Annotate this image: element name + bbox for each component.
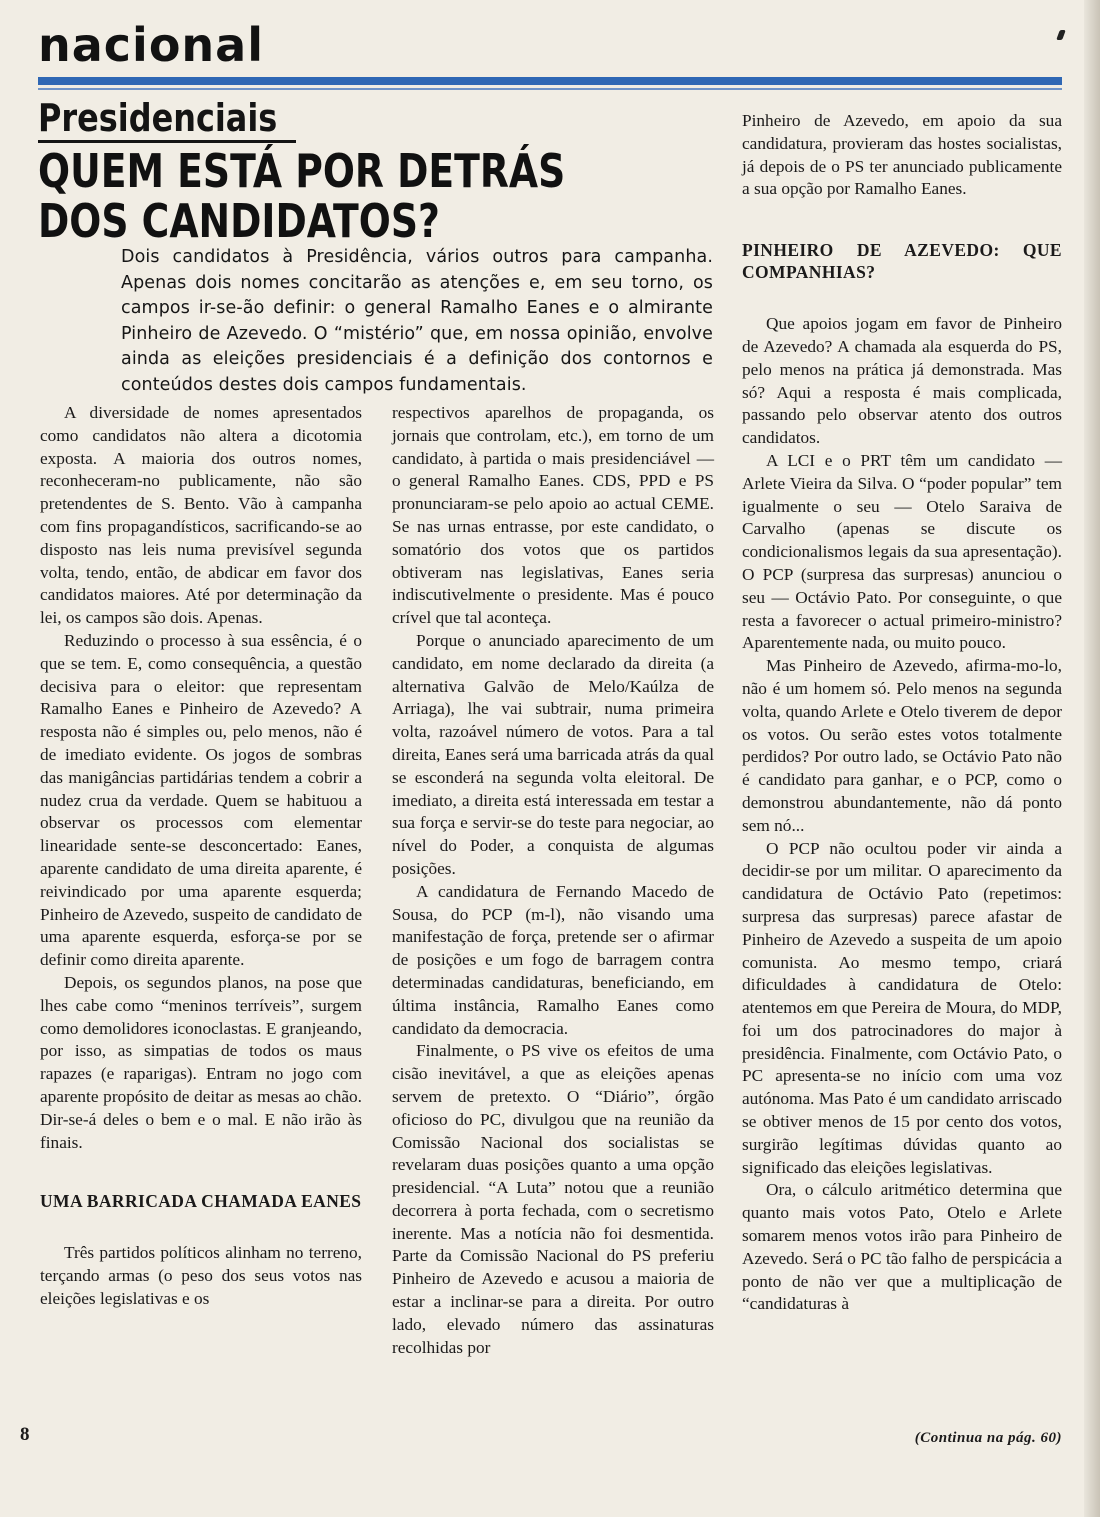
paragraph: Reduzindo o processo à sua essência, é o que se tem. E, como consequência, a questão decisiva para o eleitor: que representam Ramalho Eanes e Pinheiro de Azevedo? A resposta não é simples ou, pelo menos, não é de imediato evidente. Os jogos de sombras das manigâncias partidárias tendem a cobrir a nudez crua da verdade. Quem se habituou a observar os processos com elementar linearidade sente-se desconcertado: Eanes, aparente candidato de uma direita aparente, é reivindicado por uma aparente esquerda; Pinheiro de Azevedo, suspeito de candidato de uma aparente esquerda, esforça-se por se definir como direita aparente. — [40, 630, 363, 970]
section-rule — [38, 77, 1062, 85]
page-edge — [1084, 0, 1100, 1517]
section-label: nacional — [38, 18, 264, 72]
headline-line-2: DOS CANDIDATOS? — [38, 194, 440, 248]
paragraph: Três partidos políticos alinham no terreno, terçando armas (o peso dos seus votos nas eleições legislativas e os — [40, 1243, 362, 1308]
continued-note: (Continua na pág. 60) — [914, 1430, 1062, 1446]
headline-line-1: QUEM ESTÁ POR DETRÁS — [38, 144, 566, 198]
ink-mark — [1056, 30, 1066, 40]
article-column-1 — [40, 402, 362, 1311]
subheading: PINHEIRO DE AZEVEDO: QUE COMPANHIAS? — [742, 240, 1062, 283]
article-column-2 — [392, 402, 714, 1359]
kicker-underline — [38, 140, 296, 143]
paragraph: Mas Pinheiro de Azevedo, afirma-mo-lo, não é um homem só. Pelo menos na segunda volta, quando Arlete e Otelo tiverem de depor os votos. Ou serão estes votos totalmente perdidos? Por outro lado, se Octávio Pato não é candidato para ganhar, e o PCP, como o demonstrou abundantemente, não dá ponto sem nó... — [742, 656, 1062, 835]
paragraph: Ora, o cálculo aritmético determina que quanto mais votos Pato, Otelo e Arlete somarem menos votos irão para Pinheiro de Azevedo. Será o PC tão falho de perspicácia a ponto de não ver que a multiplicação de “candidaturas à — [742, 1180, 1062, 1314]
paragraph: Finalmente, o PS vive os efeitos de uma cisão inevitável, a que as eleições apenas servem de pretexto. O “Diário”, órgão oficioso do PC, divulgou que na reunião da Comissão Nacional dos socialistas se revelaram duas posições quanto a uma opção presidencial. “A Luta” notou que a reunião decorrera à porta fechada, com o secretismo inerente. Mas a notícia não foi desmentida. Parte da Comissão Nacional do PS preferiu Pinheiro de Azevedo e acusou a maioria de estar a inclinar-se para a direita. Por outro lado, elevado número das assinaturas recolhidas por — [392, 1041, 714, 1357]
article-column-3 — [742, 110, 1062, 1316]
kicker: Presidenciais — [38, 96, 278, 140]
paragraph: Porque o anunciado aparecimento de um candidato, em nome declarado da direita (a alternativa Galvão de Melo/Kaúlza de Arriaga), lhe vai subtrair, numa primeira volta, razoável número de votos. Para a tal direita, Eanes será uma barricada atrás da qual se esconderá na segunda volta eleitoral. De imediato, a direita está interessada em testar a sua força e servir-se do teste para negociar, ao nível do Poder, a conquista de algumas posições. — [392, 630, 714, 878]
page-number: 8 — [20, 1424, 30, 1445]
paragraph: Que apoios jogam em favor de Pinheiro de Azevedo? A chamada ala esquerda do PS, pelo menos na prática já demonstrada. Mas só? Aqui a resposta é mais complicada, passando pelo observar atento dos outros candidatos. — [742, 314, 1062, 448]
paragraph: Depois, os segundos planos, na pose que lhes cabe como “meninos terríveis”, surgem como demolidores iconoclastas. E granjeando, por isso, as simpatias de todos os maus rapazes (e raparigas). Entram no jogo com aparente propósito de deitar as mesas ao chão. Dir-se-á deles o bem e o mal. E não irão às finais. — [40, 972, 362, 1152]
subheading: UMA BARRICADA CHAMADA EANES — [40, 1191, 362, 1212]
section-rule-thin — [38, 88, 1062, 90]
paragraph: A LCI e o PRT têm um candidato — Arlete Vieira da Silva. O “poder popular” tem igualmente o seu — Otelo Saraiva de Carvalho (apenas se discute os condicionalismos legais da sua apresentação). O PCP (surpresa das surpresas) anunciou o seu — Octávio Pato. Por conseguinte, o que resta a favorecer o actual primeiro-ministro? Aparentemente nada, ou muito pouco. — [742, 450, 1062, 653]
lead-paragraph: Dois candidatos à Presidência, vários outros para campanha. Apenas dois nomes concitarão as atenções e, em seu torno, os campos ir-se-ão definir: o general Ramalho Eanes e o almirante Pinheiro de Azevedo. O “mistério” que, em nossa opinião, envolve ainda as eleições presidenciais é a definição dos contornos e conteúdos destes dois campos fundamentais. — [121, 247, 713, 395]
headline — [38, 146, 565, 246]
paragraph: O PCP não ocultou poder vir ainda a decidir-se por um militar. O aparecimento da candidatura de Octávio Pato (repetimos: surpresa das surpresas) parece afastar de Pinheiro de Azevedo a suspeita de um apoio comunista. Ao mesmo tempo, criará dificuldades à candidatura de Otelo: atentemos em que Pereira de Moura, do MDP, foi um dos patrocinadores do major à presidência. Finalmente, com Octávio Pato, o PC apresenta-se no início com uma voz autónoma. Mas Pato é um candidato arriscado se obtiver menos de 15 por cento dos votos, surgirão legítimas dúvidas quanto ao significado das eleições legislativas. — [742, 838, 1062, 1177]
paragraph: respectivos aparelhos de propaganda, os jornais que controlam, etc.), em torno de um candidato, à partida o mais presidenciável — o general Ramalho Eanes. CDS, PPD e PS pronunciaram-se pelo apoio ao actual CEME. Se nas urnas entrasse, por este candidato, o somatório dos votos que os partidos obtiveram nas legislativas, Eanes seria indiscutivelmente o presidente. Mas é pouco crível que tal aconteça. — [392, 403, 714, 628]
paragraph: A diversidade de nomes apresentados como candidatos não altera a dicotomia exposta. A maioria dos outros nomes, reconheceram-no publicamente, não são pretendentes de S. Bento. Vão à campanha com fins propagandísticos, sacrificando-se ao disposto nas leis numa previsível segunda volta, tendo, então, de abdicar em favor dos candidatos maiores. Até por determinação da lei, os campos são dois. Apenas. — [40, 403, 362, 628]
paragraph: A candidatura de Fernando Macedo de Sousa, do PCP (m-l), não visando uma manifestação de força, pretende ser o afirmar de posições e um fogo de barragem contra determinadas candidaturas, beneficiando, em última instância, Ramalho Eanes como candidato da democracia. — [392, 881, 714, 1038]
paragraph: Pinheiro de Azevedo, em apoio da sua candidatura, provieram das hostes socialistas, já depois de o PS ter anunciado publicamente a sua opção por Ramalho Eanes. — [742, 111, 1062, 199]
